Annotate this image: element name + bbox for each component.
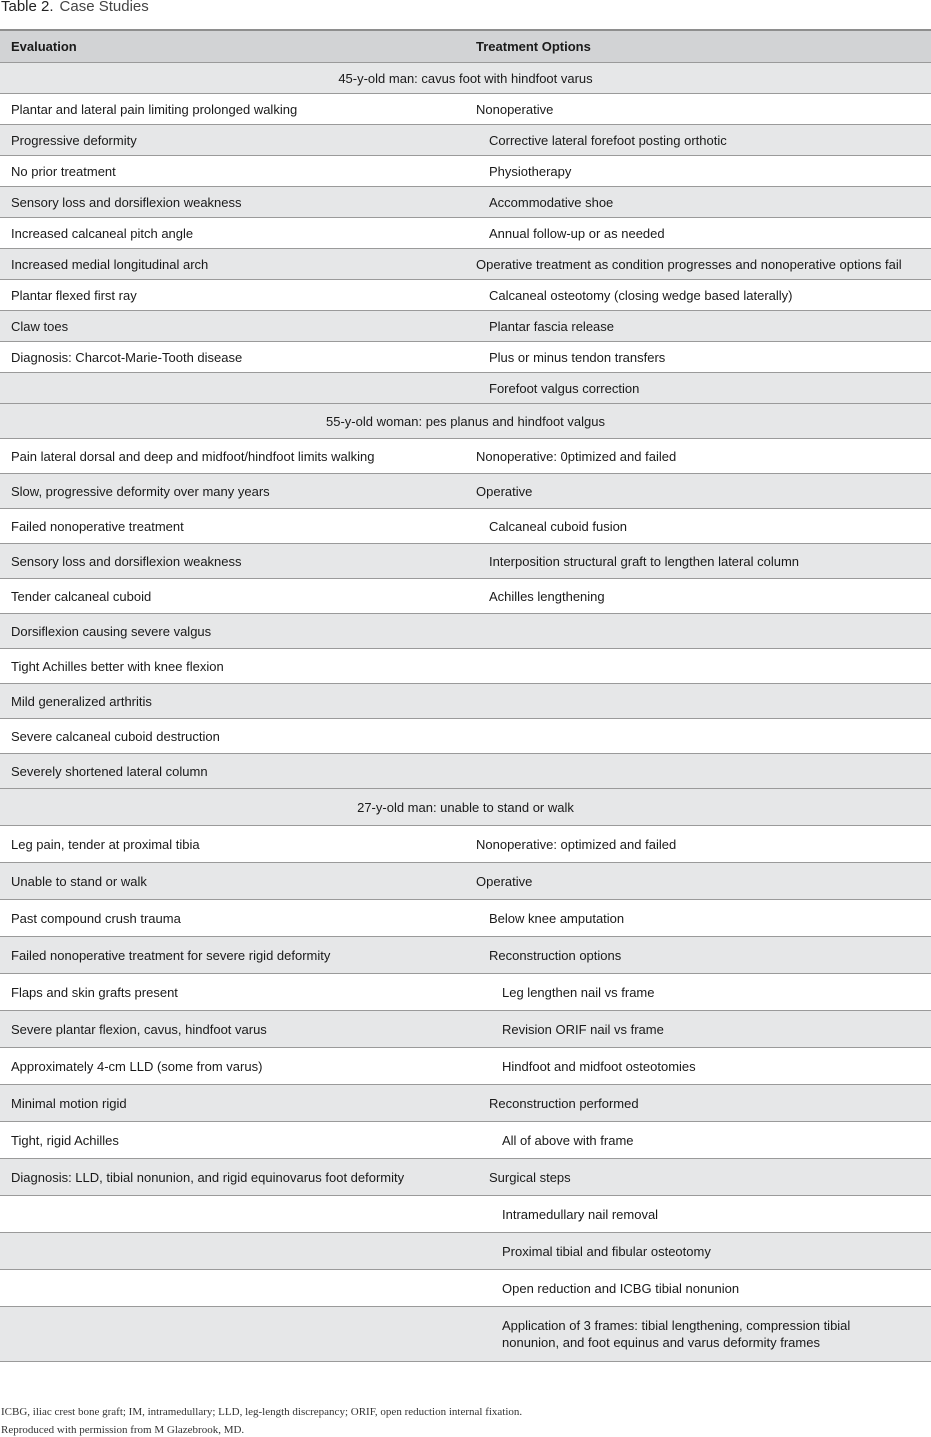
table-row	[0, 1307, 931, 1362]
evaluation-cell: Flaps and skin grafts present	[0, 974, 464, 1011]
section-heading-row	[0, 63, 931, 94]
treatment-cell	[464, 754, 931, 789]
table-row	[0, 187, 931, 218]
table-caption	[1, 0, 149, 15]
table-row	[0, 754, 931, 789]
table-row	[0, 684, 931, 719]
section-heading: 45-y-old man: cavus foot with hindfoot varus	[0, 63, 931, 94]
treatment-text: Operative	[476, 483, 533, 499]
treatment-cell	[464, 187, 931, 218]
treatment-text: Annual follow-up or as needed	[489, 225, 665, 241]
evaluation-cell	[0, 1270, 464, 1307]
treatment-cell	[464, 684, 931, 719]
treatment-cell	[464, 156, 931, 187]
treatment-cell	[464, 863, 931, 900]
treatment-cell	[464, 509, 931, 544]
evaluation-cell: Diagnosis: Charcot-Marie-Tooth disease	[0, 342, 464, 373]
table-row	[0, 863, 931, 900]
evaluation-cell: Severely shortened lateral column	[0, 754, 464, 789]
section-heading: 55-y-old woman: pes planus and hindfoot valgus	[0, 404, 931, 439]
treatment-text: Accommodative shoe	[489, 194, 614, 210]
table-row	[0, 974, 931, 1011]
table-row	[0, 249, 931, 280]
treatment-text: Reconstruction performed	[489, 1095, 639, 1111]
table-row	[0, 614, 931, 649]
treatment-text: Corrective lateral forefoot posting orthotic	[489, 132, 727, 148]
evaluation-cell: Approximately 4-cm LLD (some from varus)	[0, 1048, 464, 1085]
treatment-cell	[464, 94, 931, 125]
treatment-cell	[464, 719, 931, 754]
treatment-text: Interposition structural graft to lengthen lateral column	[489, 553, 800, 569]
treatment-text: Calcaneal osteotomy (closing wedge based laterally)	[489, 287, 793, 303]
treatment-cell	[464, 373, 931, 404]
evaluation-cell: Leg pain, tender at proximal tibia	[0, 826, 464, 863]
evaluation-cell: Diagnosis: LLD, tibial nonunion, and rigid equinovarus foot deformity	[0, 1159, 464, 1196]
treatment-text: Hindfoot and midfoot osteotomies	[502, 1058, 696, 1074]
treatment-text: Open reduction and ICBG tibial nonunion	[502, 1280, 740, 1296]
treatment-cell	[464, 900, 931, 937]
evaluation-cell: Tight Achilles better with knee flexion	[0, 649, 464, 684]
column-header-treatment: Treatment Options	[464, 30, 931, 63]
footnote-abbreviations: ICBG, iliac crest bone graft; IM, intramedullary; LLD, leg-length discrepancy; ORIF, open reduction internal fixation.	[1, 1406, 523, 1418]
treatment-text: Plantar fascia release	[489, 318, 615, 334]
table-row	[0, 342, 931, 373]
table-row	[0, 1159, 931, 1196]
column-header-evaluation: Evaluation	[0, 30, 464, 63]
evaluation-cell: Tight, rigid Achilles	[0, 1122, 464, 1159]
treatment-cell	[464, 1122, 931, 1159]
treatment-cell	[464, 649, 931, 684]
table-row	[0, 156, 931, 187]
table-row	[0, 1048, 931, 1085]
treatment-cell	[464, 579, 931, 614]
table-title: Case Studies	[59, 0, 149, 15]
table-row	[0, 1270, 931, 1307]
treatment-cell	[464, 544, 931, 579]
table-row	[0, 1233, 931, 1270]
table-row	[0, 649, 931, 684]
section-heading: 27-y-old man: unable to stand or walk	[0, 789, 931, 826]
header-row	[0, 30, 931, 63]
evaluation-cell: Progressive deformity	[0, 125, 464, 156]
table-row	[0, 1011, 931, 1048]
table-row	[0, 280, 931, 311]
evaluation-cell: Increased calcaneal pitch angle	[0, 218, 464, 249]
treatment-text: Calcaneal cuboid fusion	[489, 518, 628, 534]
treatment-text: Achilles lengthening	[489, 588, 605, 604]
evaluation-cell	[0, 1307, 464, 1362]
treatment-cell	[464, 1159, 931, 1196]
treatment-text: Nonoperative: 0ptimized and failed	[476, 448, 677, 464]
evaluation-cell: Increased medial longitudinal arch	[0, 249, 464, 280]
treatment-cell	[464, 614, 931, 649]
table-row	[0, 373, 931, 404]
treatment-text: Reconstruction options	[489, 947, 622, 963]
table-row	[0, 218, 931, 249]
evaluation-cell	[0, 373, 464, 404]
treatment-text: Leg lengthen nail vs frame	[502, 984, 655, 1000]
evaluation-cell: Dorsiflexion causing severe valgus	[0, 614, 464, 649]
treatment-cell	[464, 1048, 931, 1085]
treatment-text: Application of 3 frames: tibial lengthening, compression tibial nonunion, and foot equinus and varus deformity frames	[502, 1318, 851, 1350]
evaluation-cell: Plantar and lateral pain limiting prolonged walking	[0, 94, 464, 125]
evaluation-cell: Past compound crush trauma	[0, 900, 464, 937]
table-row	[0, 439, 931, 474]
case-studies-table	[0, 29, 931, 1362]
treatment-cell	[464, 826, 931, 863]
evaluation-cell: Mild generalized arthritis	[0, 684, 464, 719]
table-row	[0, 1085, 931, 1122]
evaluation-cell: Tender calcaneal cuboid	[0, 579, 464, 614]
treatment-text: Nonoperative: optimized and failed	[476, 836, 677, 852]
evaluation-cell: Failed nonoperative treatment	[0, 509, 464, 544]
table-number: Table 2.	[1, 0, 54, 15]
table-row	[0, 311, 931, 342]
treatment-cell	[464, 1011, 931, 1048]
treatment-text: Physiotherapy	[489, 163, 572, 179]
treatment-cell	[464, 1233, 931, 1270]
treatment-cell	[464, 974, 931, 1011]
table-body	[0, 63, 931, 1362]
treatment-cell	[464, 249, 931, 280]
table-row	[0, 719, 931, 754]
evaluation-cell: Unable to stand or walk	[0, 863, 464, 900]
evaluation-cell: Slow, progressive deformity over many years	[0, 474, 464, 509]
treatment-cell	[464, 311, 931, 342]
treatment-text: Revision ORIF nail vs frame	[502, 1021, 664, 1037]
evaluation-cell: Severe plantar flexion, cavus, hindfoot varus	[0, 1011, 464, 1048]
treatment-text: Operative	[476, 873, 533, 889]
evaluation-cell: Pain lateral dorsal and deep and midfoot/hindfoot limits walking	[0, 439, 464, 474]
table-row	[0, 900, 931, 937]
evaluation-cell	[0, 1196, 464, 1233]
treatment-cell	[464, 1196, 931, 1233]
treatment-text: Proximal tibial and fibular osteotomy	[502, 1243, 711, 1259]
table-row	[0, 1122, 931, 1159]
evaluation-cell	[0, 1233, 464, 1270]
treatment-cell	[464, 1307, 931, 1362]
footnote-permission: Reproduced with permission from M Glazebrook, MD.	[1, 1424, 245, 1436]
treatment-text: Intramedullary nail removal	[502, 1206, 659, 1222]
treatment-text: All of above with frame	[502, 1132, 634, 1148]
table-row	[0, 94, 931, 125]
treatment-text: Surgical steps	[489, 1169, 571, 1185]
treatment-text: Plus or minus tendon transfers	[489, 349, 666, 365]
table-row	[0, 579, 931, 614]
treatment-cell	[464, 125, 931, 156]
evaluation-cell: Severe calcaneal cuboid destruction	[0, 719, 464, 754]
table-row	[0, 1196, 931, 1233]
section-heading-row	[0, 404, 931, 439]
section-heading-row	[0, 789, 931, 826]
treatment-cell	[464, 474, 931, 509]
evaluation-cell: Sensory loss and dorsiflexion weakness	[0, 544, 464, 579]
evaluation-cell: Plantar flexed first ray	[0, 280, 464, 311]
treatment-cell	[464, 1085, 931, 1122]
table-row	[0, 826, 931, 863]
treatment-text: Operative treatment as condition progresses and nonoperative options fail	[476, 256, 902, 272]
treatment-cell	[464, 218, 931, 249]
table-row	[0, 544, 931, 579]
evaluation-cell: Failed nonoperative treatment for severe rigid deformity	[0, 937, 464, 974]
treatment-text: Below knee amputation	[489, 910, 625, 926]
treatment-text: Nonoperative	[476, 101, 554, 117]
treatment-cell	[464, 937, 931, 974]
evaluation-cell: No prior treatment	[0, 156, 464, 187]
treatment-cell	[464, 280, 931, 311]
table-row	[0, 509, 931, 544]
treatment-text: Forefoot valgus correction	[489, 380, 640, 396]
treatment-cell	[464, 342, 931, 373]
table-row	[0, 937, 931, 974]
treatment-cell	[464, 439, 931, 474]
evaluation-cell: Minimal motion rigid	[0, 1085, 464, 1122]
table-row	[0, 125, 931, 156]
evaluation-cell: Sensory loss and dorsiflexion weakness	[0, 187, 464, 218]
evaluation-cell: Claw toes	[0, 311, 464, 342]
treatment-cell	[464, 1270, 931, 1307]
table-row	[0, 474, 931, 509]
